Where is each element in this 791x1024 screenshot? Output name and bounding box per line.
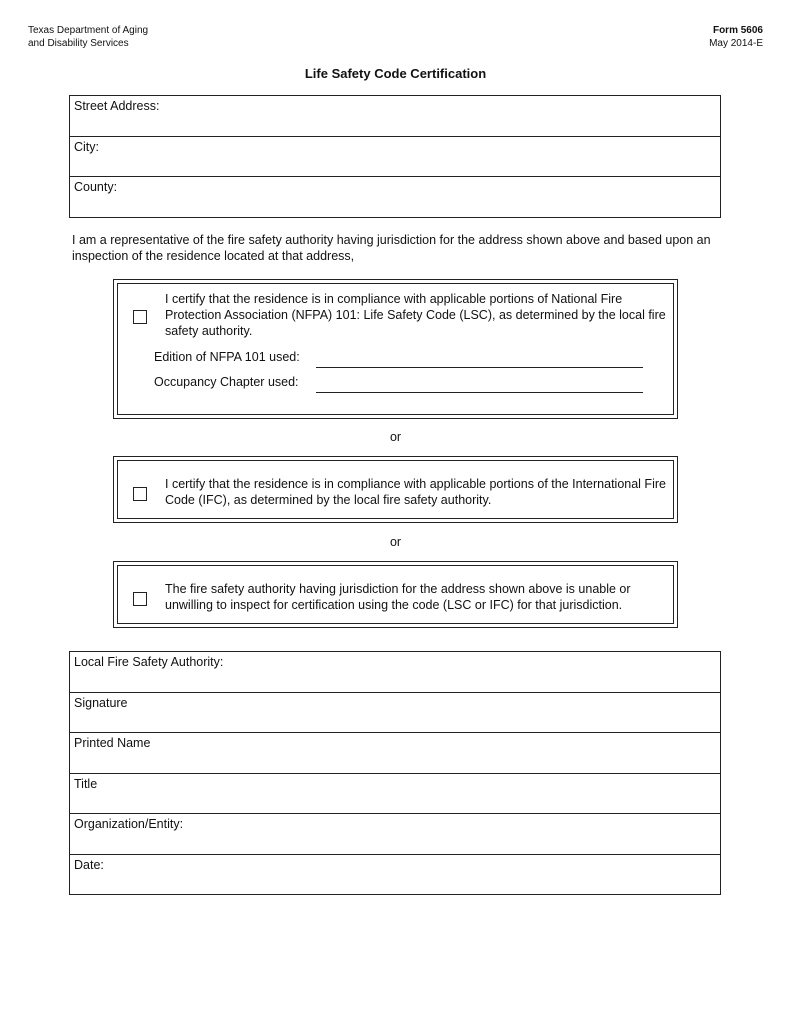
organization-label: Organization/Entity:: [74, 817, 184, 832]
authority-label: Local Fire Safety Authority:: [74, 655, 224, 669]
ifc-option-text: I certify that the residence is in compliance with applicable portions of the International Fire Code (IFC), as determined by the local fire safety authority.: [165, 477, 666, 507]
unable-option-box: [113, 561, 678, 628]
nfpa-checkbox[interactable]: [133, 310, 147, 324]
form-number: Form 5606: [712, 25, 763, 36]
signature-field[interactable]: [70, 711, 720, 733]
agency-line-1: Texas Department of Aging: [28, 25, 149, 36]
ifc-option-box: [113, 456, 678, 523]
date-field[interactable]: [70, 873, 720, 896]
authority-table: [69, 651, 721, 895]
title-label: Title: [74, 776, 98, 791]
organization-field[interactable]: [70, 832, 720, 854]
intro-statement: I am a representative of the fire safety authority having jurisdiction for the address shown above and based upon an inspection of the residence located at that address,: [72, 233, 711, 263]
occupancy-chapter-label: Occupancy Chapter used:: [154, 375, 299, 389]
city-field[interactable]: [70, 155, 720, 177]
city-row: [70, 137, 720, 178]
street-address-field[interactable]: [70, 114, 720, 136]
county-label: County:: [74, 180, 118, 195]
title-row: [70, 774, 720, 815]
signature-row: [70, 693, 720, 734]
or-separator-2: or: [389, 535, 402, 549]
printed-name-label: Printed Name: [74, 736, 151, 751]
agency-line-2: and Disability Services: [28, 38, 129, 49]
edition-field[interactable]: [316, 351, 643, 368]
authority-field[interactable]: [70, 670, 720, 692]
organization-row: [70, 814, 720, 855]
agency-name: [28, 24, 148, 50]
address-table: [69, 95, 721, 218]
occupancy-chapter-field[interactable]: [316, 376, 643, 393]
printed-name-row: [70, 733, 720, 774]
county-field[interactable]: [70, 195, 720, 218]
printed-name-field[interactable]: [70, 751, 720, 773]
unable-option-text: The fire safety authority having jurisdiction for the address shown above is unable or unwilling to inspect for certification using the code (LSC or IFC) for that jurisdiction.: [165, 582, 631, 612]
nfpa-option-box: [113, 279, 678, 419]
or-separator-1: or: [389, 430, 402, 444]
edition-label: Edition of NFPA 101 used:: [154, 350, 300, 364]
date-label: Date:: [74, 857, 104, 872]
date-row: [70, 855, 720, 896]
signature-label: Signature: [74, 695, 128, 710]
ifc-option-inner: [117, 460, 674, 519]
ifc-checkbox[interactable]: [133, 487, 147, 501]
city-label: City:: [74, 139, 99, 154]
title-field[interactable]: [70, 792, 720, 814]
nfpa-option-text: I certify that the residence is in compliance with applicable portions of National Fire Protection Association (NFPA) 101: Life Safety Code (LSC), as determined by the local fire safety authority.: [165, 292, 666, 338]
authority-row: [70, 652, 720, 693]
unable-checkbox[interactable]: [133, 592, 147, 606]
county-row: [70, 177, 720, 218]
form-revision-date: May 2014-E: [709, 38, 763, 49]
unable-option-inner: [117, 565, 674, 624]
street-address-row: [70, 96, 720, 137]
nfpa-option-inner: [117, 283, 674, 415]
page-title: Life Safety Code Certification: [304, 66, 487, 81]
street-address-label: Street Address:: [74, 99, 160, 113]
form-identifier: [709, 24, 763, 50]
